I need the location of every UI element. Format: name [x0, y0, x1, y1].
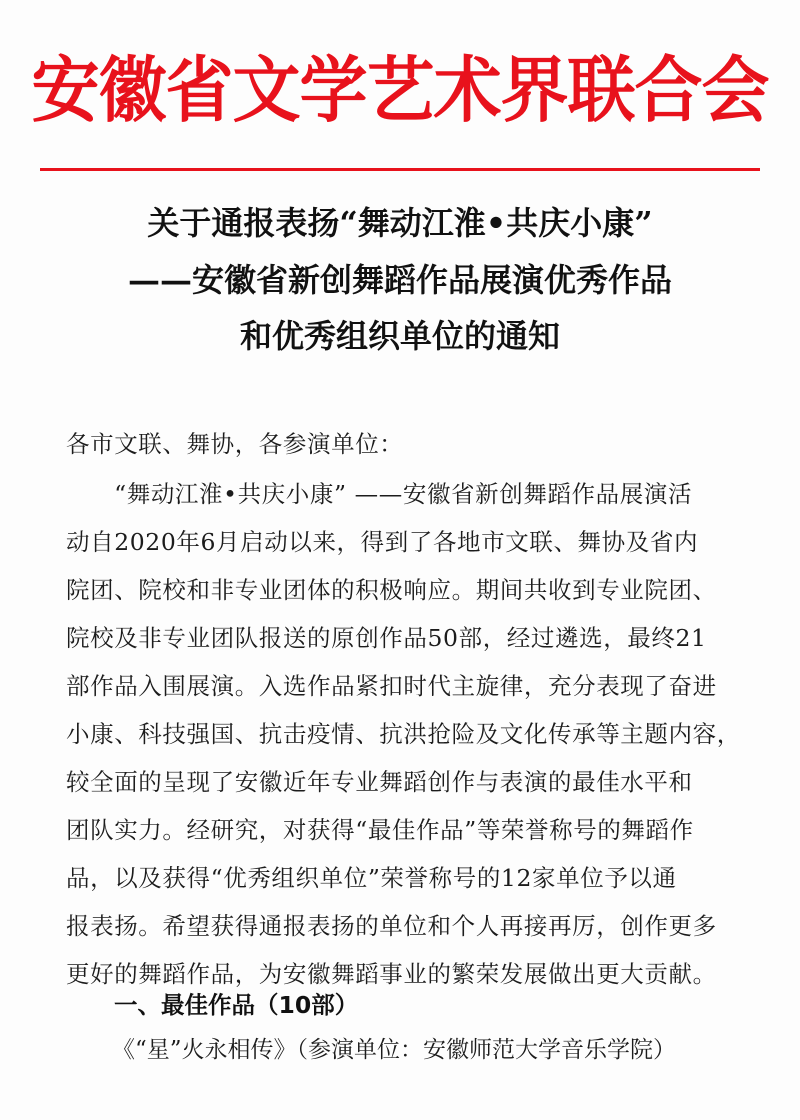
notice-title-line-1: 关于通报表扬“舞动江淮•共庆小康” [147, 204, 653, 242]
body-line: 院团、院校和非专业团体的积极响应。期间共收到专业院团、 [66, 576, 717, 604]
body-line: 院校及非专业团队报送的原创作品50部，经过遴选，最终21 [66, 624, 707, 652]
body-line: “舞动江淮•共庆小康” ——安徽省新创舞蹈作品展演活 [90, 480, 693, 508]
body-line: 品，以及获得“优秀组织单位”荣誉称号的12家单位予以通 [66, 864, 677, 892]
notice-title-line-3: 和优秀组织单位的通知 [239, 317, 560, 355]
work-entry: 《“星”火永相传》（参演单位：安徽师范大学音乐学院） [112, 1037, 677, 1063]
body-line: 报表扬。希望获得通报表扬的单位和个人再接再厉，创作更多 [66, 912, 717, 940]
body-line: 部作品入围展演。入选作品紧扣时代主旋律，充分表现了奋进 [66, 672, 717, 700]
body-line: 较全面的呈现了安徽近年专业舞蹈创作与表演的最佳水平和 [66, 768, 693, 796]
masthead-red-rule [40, 168, 760, 171]
body-line: 动自2020年6月启动以来，得到了各地市文联、舞协及省内 [66, 528, 699, 556]
masthead-title: 安徽省文学艺术界联合会 [31, 50, 769, 133]
section-heading: 一、最佳作品（10部） [114, 991, 359, 1019]
body-line: 小康、科技强国、抗击疫情、抗洪抢险及文化传承等主题内容， [66, 720, 741, 748]
body-line: 更好的舞蹈作品，为安徽舞蹈事业的繁荣发展做出更大贡献。 [66, 960, 717, 988]
notice-title-line-2: ——安徽省新创舞蹈作品展演优秀作品 [127, 261, 672, 299]
body-line: 团队实力。经研究，对获得“最佳作品”等荣誉称号的舞蹈作 [66, 816, 694, 844]
salutation: 各市文联、舞协，各参演单位： [66, 430, 404, 458]
